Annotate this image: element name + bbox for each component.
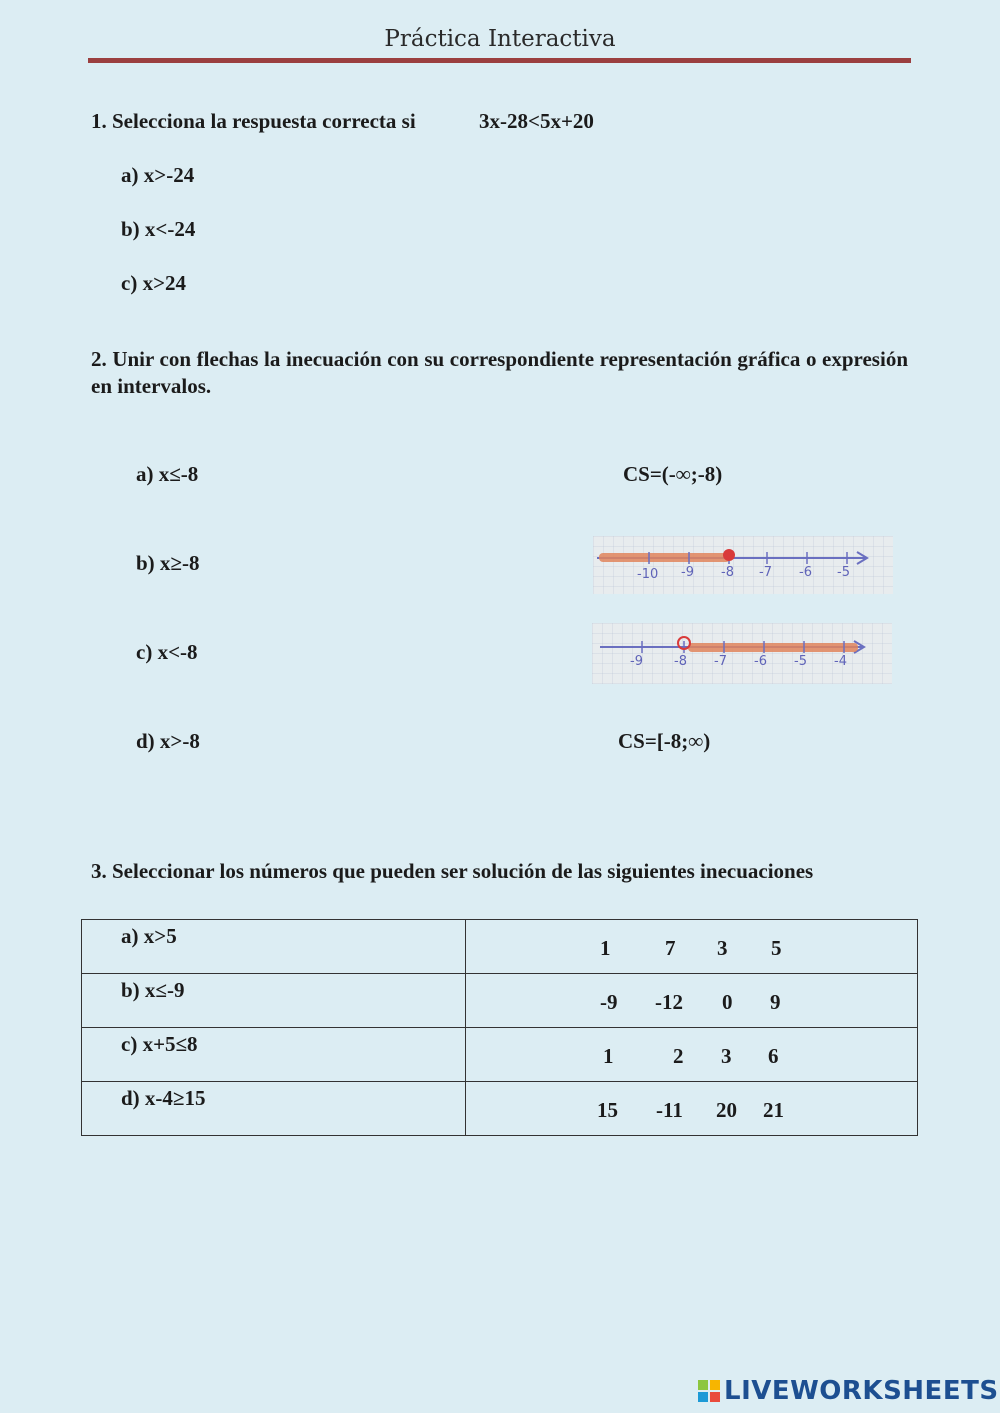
q2-left-d[interactable]: d) x>-8 bbox=[136, 729, 200, 753]
logo-icon bbox=[698, 1380, 720, 1402]
q3-number[interactable]: -11 bbox=[656, 1098, 683, 1122]
q3-number[interactable]: 1 bbox=[600, 936, 611, 960]
q2-right-interval-open[interactable]: CS=(-∞;-8) bbox=[623, 462, 723, 486]
q1-prompt: 1. Selecciona la respuesta correcta si bbox=[91, 109, 416, 133]
q3-number[interactable]: 0 bbox=[722, 990, 733, 1014]
q3-ineq-a: a) x>5 bbox=[121, 924, 177, 948]
liveworksheets-logo[interactable] bbox=[698, 1376, 999, 1406]
q3-number[interactable]: 5 bbox=[771, 936, 782, 960]
q3-ineq-cell bbox=[82, 974, 466, 1028]
table-row bbox=[82, 974, 918, 1028]
number-line-1-shading bbox=[599, 553, 730, 562]
q3-ineq-cell bbox=[82, 1028, 466, 1082]
closed-dot bbox=[723, 549, 735, 561]
q3-prompt: 3. Seleccionar los números que pueden ser solución de las siguientes inecuaciones bbox=[91, 859, 814, 883]
q2-left-c[interactable]: c) x<-8 bbox=[136, 640, 198, 664]
tick-label: -7 bbox=[714, 654, 727, 669]
tick-label: -9 bbox=[630, 654, 643, 669]
q3-ineq-c: c) x+5≤8 bbox=[121, 1032, 198, 1056]
q1-expression: 3x-28<5x+20 bbox=[479, 109, 594, 133]
q2-right-interval-closed[interactable]: CS=[-8;∞) bbox=[618, 729, 711, 753]
q3-number[interactable]: 20 bbox=[716, 1098, 737, 1122]
logo-text: LIVEWORKSHEETS bbox=[724, 1376, 999, 1406]
q3-ineq-b: b) x≤-9 bbox=[121, 978, 185, 1002]
q3-number[interactable]: 9 bbox=[770, 990, 781, 1014]
q3-table bbox=[81, 919, 918, 1136]
q3-number[interactable]: 1 bbox=[603, 1044, 614, 1068]
q3-number[interactable]: -12 bbox=[655, 990, 683, 1014]
tick-label: -10 bbox=[637, 567, 659, 582]
page-title: Práctica Interactiva bbox=[384, 26, 616, 52]
q3-number[interactable]: 6 bbox=[768, 1044, 779, 1068]
number-line-image-2[interactable] bbox=[592, 623, 892, 684]
q2-left-a[interactable]: a) x≤-8 bbox=[136, 462, 199, 486]
q3-number[interactable]: 21 bbox=[763, 1098, 784, 1122]
q3-ineq-d: d) x-4≥15 bbox=[121, 1086, 206, 1110]
number-line-image-1[interactable] bbox=[593, 536, 893, 594]
table-row bbox=[82, 1028, 918, 1082]
number-line-2-shading bbox=[688, 643, 858, 652]
tick-label: -7 bbox=[759, 565, 772, 580]
tick-label: -9 bbox=[681, 565, 694, 580]
q3-nums-cell bbox=[466, 920, 918, 974]
q3-number[interactable]: 7 bbox=[665, 936, 676, 960]
tick-label: -6 bbox=[754, 654, 767, 669]
q3-number[interactable]: 15 bbox=[597, 1098, 618, 1122]
q1-option-a[interactable]: a) x>-24 bbox=[121, 163, 195, 187]
q1-option-b[interactable]: b) x<-24 bbox=[121, 217, 196, 241]
tick-label: -8 bbox=[721, 565, 734, 580]
q2-left-b[interactable]: b) x≥-8 bbox=[136, 551, 200, 575]
header-divider bbox=[88, 58, 911, 63]
tick-label: -5 bbox=[794, 654, 807, 669]
q3-number[interactable]: 3 bbox=[721, 1044, 732, 1068]
table-row bbox=[82, 1082, 918, 1136]
q3-ineq-cell bbox=[82, 1082, 466, 1136]
tick-label: -4 bbox=[834, 654, 847, 669]
q3-ineq-cell bbox=[82, 920, 466, 974]
number-line-1 bbox=[593, 536, 893, 594]
tick-label: -6 bbox=[799, 565, 812, 580]
q3-number[interactable]: -9 bbox=[600, 990, 618, 1014]
tick-label: -5 bbox=[837, 565, 850, 580]
q3-number[interactable]: 2 bbox=[673, 1044, 684, 1068]
q3-nums-cell bbox=[466, 1082, 918, 1136]
number-line-2 bbox=[592, 623, 892, 684]
q3-number[interactable]: 3 bbox=[717, 936, 728, 960]
tick-label: -8 bbox=[674, 654, 687, 669]
q3-nums-cell bbox=[466, 1028, 918, 1082]
q2-prompt: 2. Unir con flechas la inecuación con su correspondiente representación gráfica o expresión en intervalos. bbox=[91, 347, 908, 398]
q1-option-c[interactable]: c) x>24 bbox=[121, 271, 187, 295]
table-row bbox=[82, 920, 918, 974]
q3-nums-cell bbox=[466, 974, 918, 1028]
